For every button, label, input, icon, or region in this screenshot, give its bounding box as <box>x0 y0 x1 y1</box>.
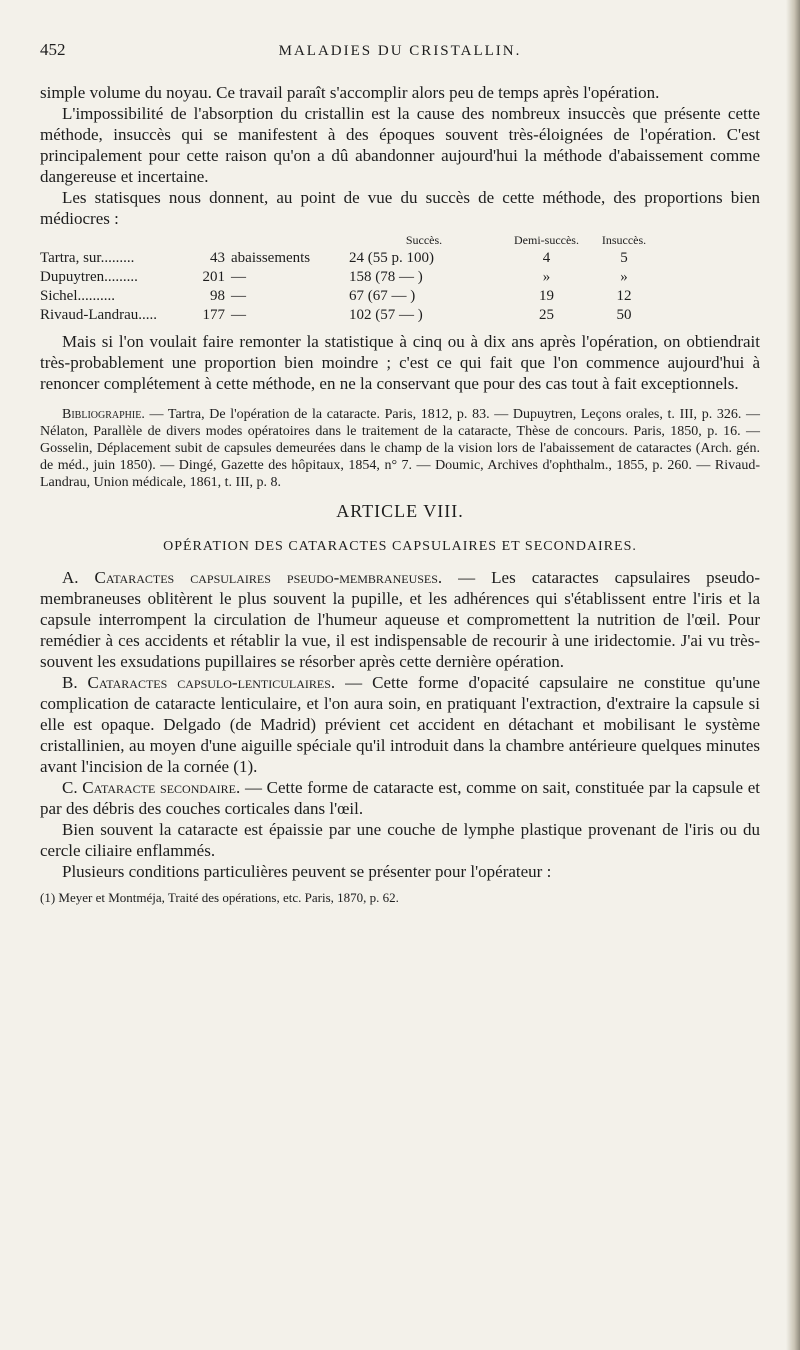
running-title: MALADIES DU CRISTALLIN. <box>278 43 522 59</box>
half-success-value: 19 <box>539 288 554 304</box>
header-failure: Insuccès. <box>601 233 647 247</box>
failure-value: 50 <box>616 307 632 323</box>
method: — <box>231 307 246 323</box>
failure-value: 12 <box>616 288 632 304</box>
table-row <box>40 268 760 287</box>
bibliography-text: Tartra, De l'opération de la cataracte. Paris, 1812, p. 83. — Dupuytren, Leçons orales, t. III, p. 326. — Nélaton, Parallèle de divers modes opératoires dans le traitement de la cataracte, Thèse de concours. Paris, 1850, p. 16. — Gosselin, Déplacement subit de capsules demeurées dans le champ de la vision lors de l'abaissement de cataractes (Arch. gén. de méd., juin 1850). — Dingé, Gazette des hôpitaux, 1854, n° 7. — Doumic, Archives d'ophthalm., 1855, p. 260. — Rivaud-Landrau, Union médicale, 1861, t. III, p. 8. <box>40 407 760 490</box>
book-page <box>40 40 760 906</box>
case-count: 43 <box>210 250 225 266</box>
table-row <box>40 249 760 268</box>
half-success-value: » <box>542 269 551 285</box>
article-subtitle: OPÉRATION DES CATARACTES CAPSULAIRES ET SECONDAIRES. <box>163 539 637 554</box>
method: abaissements <box>231 250 311 266</box>
page-number: 452 <box>40 40 66 59</box>
section-b <box>40 672 760 777</box>
paragraph: simple volume du noyau. Ce travail paraît s'accomplir alors peu de temps après l'opération. <box>40 83 660 102</box>
surgeon-name: Dupuytren......... <box>40 269 138 285</box>
success-value: 67 (67 — ) <box>349 288 416 304</box>
bibliography-lead: Bibliographie. — <box>62 407 164 422</box>
surgeon-name: Rivaud-Landrau..... <box>40 307 158 323</box>
failure-value: 5 <box>620 250 628 266</box>
section-c-heading: C. Cataracte secondaire. — <box>62 778 262 797</box>
header-success: Succès. <box>405 233 443 247</box>
success-value: 158 (78 — ) <box>349 269 423 285</box>
case-count: 98 <box>210 288 225 304</box>
section-c <box>40 777 760 819</box>
bibliography <box>40 406 760 491</box>
method: — <box>231 269 246 285</box>
table-row <box>40 306 760 325</box>
case-count: 177 <box>202 307 225 323</box>
paragraph: Les statisques nous donnent, au point de vue du succès de cette méthode, des proportions bien médiocres : <box>40 188 760 228</box>
running-head <box>40 40 760 66</box>
paragraph: Mais si l'on voulait faire remonter la statistique à cinq ou à dix ans après l'opération, on obtiendrait très-probablement une proportion bien moindre ; c'est ce qui fait que l'on commence aujourd'hui à renoncer complétement à cette méthode, en ne la conservant que pour des cas tout à fait exceptionnels. <box>40 332 760 393</box>
half-success-value: 25 <box>539 307 554 323</box>
section-b-heading: B. Cataractes capsulo-lenticulaires. — <box>62 673 363 692</box>
statistics-header-row <box>40 233 760 249</box>
header-half-success: Demi-succès. <box>514 233 579 247</box>
surgeon-name: Tartra, sur......... <box>40 250 135 266</box>
success-value: 24 (55 p. 100) <box>349 250 434 266</box>
half-success-value: 4 <box>542 250 551 266</box>
section-a <box>40 567 760 672</box>
article-title: ARTICLE VIII. <box>336 501 464 521</box>
footnote: (1) Meyer et Montméja, Traité des opérations, etc. Paris, 1870, p. 62. <box>40 890 399 905</box>
statistics-table <box>40 233 760 325</box>
success-value: 102 (57 — ) <box>349 307 423 323</box>
section-c-text: Cette forme de cataracte est, comme on sait, constituée par la capsule et par des débris des couches corticales dans l'œil. <box>40 778 761 818</box>
table-row <box>40 287 760 306</box>
paragraph: L'impossibilité de l'absorption du cristallin est la cause des nombreux insuccès que présente cette méthode, insuccès qui se manifestent à des époques souvent très-éloignées de l'opération. C'est principalement pour cette raison qu'on a dû abandonner aujourd'hui la méthode d'abaissement comme dangereuse et incertaine. <box>40 104 760 186</box>
failure-value: » <box>620 269 628 285</box>
paragraph: Bien souvent la cataracte est épaissie par une couche de lymphe plastique provenant de l'iris ou du cercle ciliaire enflammés. <box>40 820 760 860</box>
paragraph: Plusieurs conditions particulières peuvent se présenter pour l'opérateur : <box>62 862 552 881</box>
book-spine-shadow <box>786 0 800 1350</box>
case-count: 201 <box>202 269 225 285</box>
section-a-text: Les cataractes capsulaires pseudo-membraneuses oblitèrent le plus souvent la pupille, et les adhérences qui s'établissent entre l'iris et la capsule interrompent la circulation de l'humeur aqueuse et compromettent la nutrition de l'œil. Pour remédier à ces accidents et rétablir la vue, il est indispensable de recourir à une iridectomie. J'ai vu très-souvent les exsudations pupillaires se résorber après cette dernière opération. <box>40 568 761 671</box>
section-a-heading: A. Cataractes capsulaires pseudo-membraneuses. — <box>62 568 476 587</box>
surgeon-name: Sichel.......... <box>40 288 115 304</box>
method: — <box>231 288 246 304</box>
section-b-text: Cette forme d'opacité capsulaire ne constitue qu'une complication de cataracte lenticulaire, et l'on aura soin, en pratiquant l'extraction, d'extraire la capsule si elle est opaque. Delgado (de Madrid) prévient cet accident en détachant et mobilisant le système cristallinien, au moyen d'une aiguille spéciale qu'il introduit dans la chambre antérieure quelques minutes avant l'incision de la cornée (1). <box>40 673 761 776</box>
